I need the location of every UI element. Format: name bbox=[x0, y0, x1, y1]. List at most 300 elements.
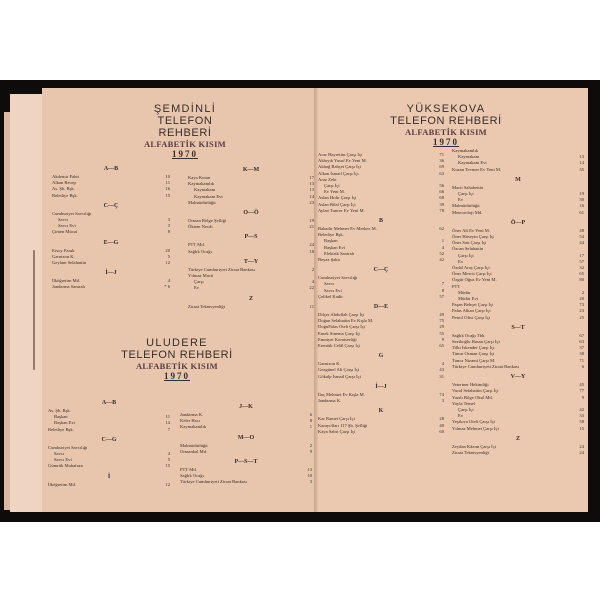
entry-name: Savcı bbox=[58, 217, 69, 223]
entry-name: Özdal Araç Çarşı İçi bbox=[452, 265, 490, 271]
entry-number: 2 bbox=[311, 266, 314, 272]
entry-name: Tilki İskender Çarşı İçi bbox=[452, 345, 495, 351]
entry-name: Aylan Tuncer Ev Yeni M. bbox=[318, 207, 365, 213]
directory-entry bbox=[180, 449, 312, 455]
uludere-column-1 bbox=[48, 396, 170, 488]
entry-name: Savcı Evi bbox=[54, 457, 72, 463]
section-letter-heading: V—Y bbox=[510, 374, 526, 381]
entry-number: 4 bbox=[167, 278, 170, 284]
entry-name: Doğan Selahattin Ev Kışla M. bbox=[318, 318, 374, 324]
entry-name: PTT bbox=[452, 283, 461, 289]
section-letter-heading: P—S—T bbox=[234, 459, 258, 466]
entry-number: 78 bbox=[439, 207, 444, 213]
entry-name: Kaymakam Evi bbox=[458, 160, 487, 166]
entry-name: Cumhuriyet Savcılığı bbox=[48, 444, 88, 450]
entry-number: 66 bbox=[439, 189, 444, 195]
entry-name: Meteoroloji Md. bbox=[452, 209, 483, 215]
entry-number: 71 bbox=[579, 357, 584, 363]
directory-entry bbox=[52, 229, 170, 235]
entry-name: Gökalp İsmail Çarşı İçi bbox=[318, 373, 361, 379]
entry-name: Başkan Evi bbox=[324, 244, 346, 250]
entry-name: Jandarma K. bbox=[318, 398, 342, 404]
entry-number: 12 bbox=[165, 481, 170, 487]
entry-name: Malmüdürlüğü bbox=[452, 203, 480, 209]
directory-entry bbox=[52, 284, 170, 290]
entry-number: 7 bbox=[167, 426, 170, 432]
entry-number: 29 bbox=[439, 324, 444, 330]
entry-number: 58 bbox=[579, 419, 584, 425]
entry-number: 24 bbox=[579, 449, 584, 455]
entry-number: 49 bbox=[439, 312, 444, 318]
entry-number: 10 bbox=[165, 174, 170, 179]
entry-name: Alkan Recep bbox=[52, 180, 76, 186]
entry-name: Garnizon K. bbox=[52, 253, 75, 259]
entry-number: 45 bbox=[579, 382, 584, 388]
entry-name: Ormankal Md. bbox=[180, 448, 208, 454]
entry-name: Akbağ Bahçet Çarşı İçi bbox=[318, 164, 361, 170]
entry-name: Öner Sait Çarşı İçi bbox=[452, 240, 487, 246]
entry-name: Timur Osman Çarşı İçi bbox=[452, 351, 495, 357]
yuksekova-title: YÜKSEKOVA bbox=[406, 103, 486, 115]
entry-number: 30 bbox=[579, 197, 584, 203]
entry-name: İlköğretim Md. bbox=[48, 481, 77, 487]
entry-number: 73 bbox=[579, 302, 584, 308]
entry-name: Öner Hüseyin Çarşı İçi bbox=[452, 234, 495, 240]
section-letter-heading: Z bbox=[248, 295, 253, 302]
section-letter-heading: B bbox=[378, 218, 383, 225]
entry-number: 33 bbox=[579, 413, 584, 419]
entry-number: 8 bbox=[441, 287, 444, 293]
section-letter-heading: D—E bbox=[373, 304, 389, 311]
entry-name: Çarşı İçi bbox=[458, 191, 474, 197]
entry-number: 17 bbox=[309, 175, 314, 180]
section-letter-heading: M—O bbox=[237, 434, 255, 441]
entry-number: 20 bbox=[579, 296, 584, 302]
entry-number: 7 bbox=[441, 281, 444, 287]
entry-number: 65 bbox=[439, 343, 444, 349]
directory-entry bbox=[188, 285, 314, 291]
entry-number: 10 bbox=[307, 473, 312, 479]
entry-number: 63 bbox=[579, 339, 584, 345]
entry-name: Emniyet Komiserliği bbox=[318, 336, 357, 342]
semdinli-subtitle: TELEFON REHBERİ bbox=[157, 115, 213, 139]
entry-name: Ev bbox=[458, 413, 464, 419]
entry-number: 2 bbox=[309, 442, 312, 448]
entry-name: Müdür bbox=[458, 289, 471, 295]
entry-number: 80 bbox=[579, 277, 584, 283]
entry-number: 4 bbox=[441, 244, 444, 250]
entry-name: Malmüdürlüğü bbox=[180, 442, 208, 448]
section-letter-heading: A—B bbox=[101, 400, 117, 406]
entry-name: Veteriner Hekimliği bbox=[452, 382, 489, 388]
directory-entry bbox=[452, 210, 584, 216]
entry-number: 3 bbox=[167, 217, 170, 223]
entry-number: 3 bbox=[441, 398, 444, 404]
entry-number: 3 bbox=[167, 223, 170, 229]
semdinli-title: ŞEMDİNLİ bbox=[153, 103, 217, 115]
entry-number: 68 bbox=[439, 195, 444, 201]
directory-entry bbox=[52, 193, 170, 199]
entry-number: 20 bbox=[165, 247, 170, 253]
entry-number: 5 bbox=[167, 457, 170, 463]
entry-number: 13 bbox=[309, 187, 314, 193]
section-letter-heading: J—K bbox=[239, 404, 253, 410]
entry-name: Belediye Bşk. bbox=[52, 192, 78, 198]
entry-name: Ev bbox=[458, 258, 464, 264]
directory-entry bbox=[48, 482, 170, 488]
entry-number: 28 bbox=[439, 416, 444, 422]
entry-number: 21 bbox=[309, 224, 314, 230]
entry-name: İlaç Mehmet Ev Kışla M. bbox=[318, 391, 365, 397]
entry-name: Acar Hayrettin Çarşı İçi bbox=[318, 152, 363, 157]
entry-name: Yılmaz Macit bbox=[188, 273, 214, 279]
section-letter-heading: K bbox=[378, 408, 384, 415]
entry-number: 23 bbox=[579, 308, 584, 314]
directory-entry bbox=[188, 304, 314, 310]
entry-name: As. Şb. Bşk. bbox=[52, 186, 75, 192]
uludere-subtitle: TELEFON REHBERİ bbox=[121, 349, 233, 361]
directory-entry bbox=[180, 424, 312, 430]
entry-number: 62 bbox=[439, 226, 444, 232]
entry-number: 4 bbox=[167, 451, 170, 457]
directory-entry bbox=[452, 450, 584, 456]
entry-name: Ziraat Teknisyenliği bbox=[188, 303, 225, 309]
entry-number: 14 bbox=[579, 160, 584, 166]
entry-name: İlköğretim Md. bbox=[52, 278, 81, 284]
entry-name: Emek Sinema Çarşı İçi bbox=[318, 330, 361, 336]
entry-name: Yayla Temel bbox=[452, 400, 475, 406]
entry-name: As. Şb. Bşk. bbox=[48, 408, 71, 413]
section-letter-heading: P—S bbox=[244, 234, 258, 241]
entry-number: 4 bbox=[441, 361, 444, 367]
directory-entry bbox=[318, 294, 444, 300]
semdinli-year: 1970 bbox=[172, 149, 198, 159]
entry-name: Keler Hacı bbox=[180, 418, 201, 424]
directory-entry bbox=[452, 364, 584, 370]
entry-number: 6 bbox=[581, 363, 584, 369]
entry-number: 15 bbox=[579, 425, 584, 431]
entry-number: 63 bbox=[439, 170, 444, 176]
entry-name: Çarşı İçi bbox=[458, 252, 474, 258]
entry-name: Kaymakam bbox=[194, 187, 216, 193]
entry-name: Çelikel Kadir bbox=[318, 293, 343, 299]
entry-number: 3 bbox=[309, 479, 312, 485]
entry-name: Petrol Ofisi Çarşı İçi bbox=[452, 314, 491, 320]
directory-entry bbox=[452, 315, 584, 321]
directory-entry bbox=[188, 249, 314, 255]
semdinli-section-title: ALFABETİK KISIM bbox=[143, 139, 227, 149]
entry-number: 13 bbox=[309, 181, 314, 187]
entry-number: 2 bbox=[581, 289, 584, 295]
entry-name: Araz Zeki bbox=[318, 176, 337, 182]
entry-number: 55 bbox=[439, 330, 444, 336]
entry-number: 1 bbox=[441, 238, 444, 244]
entry-name: Kaya Sabri Çarşı İçi bbox=[318, 428, 356, 434]
yuksekova-subtitle: TELEFON REHBERİ bbox=[390, 115, 502, 127]
entry-number: 42 bbox=[579, 406, 584, 412]
entry-name: Savcı bbox=[324, 281, 335, 287]
entry-number: 18 bbox=[309, 248, 314, 254]
entry-number: 4 bbox=[311, 279, 314, 285]
entry-name: Ersoy Faruk bbox=[52, 247, 75, 253]
directory-entry bbox=[180, 479, 312, 485]
entry-number: 77 bbox=[579, 388, 584, 394]
section-letter-heading: C—G bbox=[101, 436, 117, 443]
entry-name: Savcı Evi bbox=[58, 223, 76, 229]
yuksekova-column-1 bbox=[318, 152, 444, 435]
entry-name: Beyaz Şakir bbox=[318, 257, 341, 263]
entry-name: Akbıyık Yusuf Ev Yeni M. bbox=[318, 158, 367, 164]
directory-entry bbox=[188, 200, 314, 206]
uludere-column-2 bbox=[180, 400, 312, 486]
entry-name: Kaymakamlık bbox=[188, 181, 215, 187]
entry-number: 56 bbox=[439, 183, 444, 189]
entry-name: Yeşilova Oteli Çarşı İçi bbox=[452, 419, 496, 425]
entry-name: PTT Md. bbox=[180, 467, 197, 473]
entry-name: Savcı bbox=[54, 451, 65, 457]
entry-name: Elektrik Santralı bbox=[324, 250, 355, 256]
section-letter-heading: İ—J bbox=[375, 383, 387, 390]
semdinli-heading bbox=[130, 104, 240, 159]
entry-number: 32 bbox=[579, 265, 584, 271]
entry-number: 9 bbox=[581, 394, 584, 400]
section-letter-heading: İ bbox=[107, 473, 111, 480]
entry-number: 60 bbox=[439, 428, 444, 434]
entry-number: 6 bbox=[309, 412, 312, 417]
entry-name: PTT Md. bbox=[188, 242, 205, 248]
entry-number: 40 bbox=[439, 422, 444, 428]
entry-name: Öner Mescit Çarşı İçi bbox=[452, 271, 492, 277]
entry-number: 44 bbox=[579, 240, 584, 246]
entry-name: Sağlık Ocağı bbox=[188, 248, 212, 254]
entry-name: Öktem Necdi bbox=[188, 224, 213, 230]
entry-number: 16 bbox=[579, 203, 584, 209]
directory-entry bbox=[318, 343, 444, 349]
entry-name: Ev Yeni M. bbox=[324, 189, 345, 195]
entry-name: Cumhuriyet Savcılığı bbox=[318, 275, 358, 281]
entry-number: 11 bbox=[309, 303, 314, 309]
entry-name: Türkiye Cumhuriyeti Ziraat Bankası bbox=[180, 479, 247, 485]
entry-name: Gezgünel Ali Çarşı İçi bbox=[318, 367, 360, 373]
entry-name: Ev bbox=[458, 197, 464, 203]
section-letter-heading: C—Ç bbox=[373, 267, 389, 274]
directory-entry bbox=[318, 208, 444, 214]
directory-entry bbox=[188, 224, 314, 230]
entry-name: Gümrük Muhafaza bbox=[48, 463, 83, 469]
entry-name: Başkan Evi bbox=[54, 420, 76, 426]
yuksekova-heading bbox=[376, 104, 516, 147]
directory-entry bbox=[318, 257, 444, 263]
section-letter-heading: E—G bbox=[103, 239, 119, 246]
entry-name: Kaya Kotan bbox=[188, 175, 211, 180]
entry-name: Akdemir Fahri bbox=[52, 174, 80, 179]
entry-name: Savcı Evi bbox=[324, 287, 342, 293]
entry-name: Başkan bbox=[324, 238, 338, 244]
entry-name: Aslan Hıdır Çarşı İçi bbox=[318, 195, 357, 201]
entry-number: 11 bbox=[165, 180, 170, 186]
entry-number: 35 bbox=[579, 166, 584, 172]
entry-number: 13 bbox=[307, 467, 312, 473]
section-letter-heading: Ö—P bbox=[510, 219, 526, 226]
section-letter-heading: G bbox=[378, 353, 384, 360]
entry-name: Kaymakam bbox=[458, 154, 480, 160]
entry-name: Özgür Oğuz Ev Yeni M. bbox=[452, 277, 497, 283]
entry-number: 48 bbox=[579, 227, 584, 233]
entry-number: 24 bbox=[309, 242, 314, 248]
entry-number: * 6 bbox=[164, 284, 170, 290]
entry-number: 61 bbox=[579, 209, 584, 215]
entry-name: Erentük Celâl Çarşı İçi bbox=[318, 343, 361, 349]
entry-number: 19 bbox=[309, 218, 314, 224]
entry-name: Alkan İsmail Çarşı İçi bbox=[318, 170, 359, 176]
yuksekova-section-title: ALFABETİK KISIM bbox=[404, 127, 488, 137]
section-letter-heading: T—Y bbox=[243, 258, 259, 265]
entry-number: 65 bbox=[579, 271, 584, 277]
entry-name: Kaymakamlık bbox=[452, 148, 479, 153]
entry-name: Sağlık Ocağı Tbb. bbox=[452, 332, 486, 338]
directory-entry bbox=[318, 374, 444, 380]
directory-entry bbox=[48, 427, 170, 433]
entry-number: 11 bbox=[165, 414, 170, 420]
entry-number: 19 bbox=[579, 191, 584, 197]
entry-name: Öner Ali Ev Yeni M. bbox=[452, 227, 491, 233]
entry-name: Aslan Bilal Çarşı İçi bbox=[318, 201, 356, 207]
entry-name: Belediye Bşk. bbox=[48, 426, 74, 432]
entry-number: 52 bbox=[439, 250, 444, 256]
entry-name: Dilçer Abdullah Çarşı İçi bbox=[318, 312, 365, 318]
entry-name: Yazılı Bilge Okul Md. bbox=[452, 394, 493, 400]
entry-name: Başkan bbox=[54, 414, 68, 420]
entry-number: 14 bbox=[309, 193, 314, 199]
uludere-heading bbox=[112, 338, 242, 381]
entry-name: Kar Ramet Çarşı İçi bbox=[318, 416, 355, 422]
section-letter-heading: İ—J bbox=[105, 270, 117, 277]
entry-name: Macit Sahabettin bbox=[452, 184, 484, 190]
entry-number: 23 bbox=[309, 199, 314, 205]
entry-number: 14 bbox=[165, 420, 170, 426]
entry-name: Cumhuriyet Savcılığı bbox=[52, 210, 92, 216]
section-letter-heading: S—T bbox=[511, 324, 525, 331]
section-letter-heading: O—Ö bbox=[243, 210, 259, 217]
entry-number: 16 bbox=[165, 186, 170, 192]
uludere-section-title: ALFABETİK KISIM bbox=[135, 361, 219, 371]
entry-name: Malmüdürlüğü bbox=[188, 199, 216, 205]
uludere-year: 1970 bbox=[164, 371, 190, 381]
entry-name: Vural Selahattin Çarşı İçi bbox=[452, 388, 499, 394]
entry-name: Orman Bölge Şefliği bbox=[188, 218, 227, 224]
entry-number: 15 bbox=[165, 463, 170, 469]
entry-name: Çarşı İçi bbox=[324, 183, 340, 189]
entry-number: 9 bbox=[441, 336, 444, 342]
entry-name: Tunca Nizami Çarşı M. bbox=[452, 357, 496, 363]
semdinli-column-2 bbox=[188, 163, 314, 310]
entry-name: Zeydan Kâzım Çarşı İçi bbox=[452, 443, 497, 449]
entry-name: Karayolları 117 Şb. Şefliği bbox=[318, 422, 368, 428]
entry-number: 71 bbox=[439, 152, 444, 157]
entry-number: 54 bbox=[579, 234, 584, 240]
entry-number: 15 bbox=[165, 192, 170, 198]
entry-name: Çimen Mücaf bbox=[52, 229, 78, 235]
entry-name: Türkiye Cumhuriyeti Ziraat Bankası bbox=[188, 266, 255, 272]
entry-name: Kaymakam Evi bbox=[194, 193, 223, 199]
entry-name: DoğuPalas Oteli Çarşı İçi bbox=[318, 324, 366, 330]
entry-number: 17 bbox=[579, 252, 584, 258]
entry-name: Müdür Evi bbox=[458, 296, 479, 302]
entry-number: 22 bbox=[309, 285, 314, 291]
section-letter-heading: Z bbox=[515, 435, 520, 442]
yuksekova-column-2 bbox=[452, 148, 584, 456]
directory-entry bbox=[452, 167, 584, 173]
entry-number: 74 bbox=[439, 391, 444, 397]
entry-name: Kaymakamlık bbox=[180, 424, 207, 430]
section-letter-heading: K—M bbox=[242, 167, 260, 173]
entry-name: Belediye Bşk. bbox=[318, 232, 344, 238]
entry-name: Geylani Selahattin bbox=[52, 260, 87, 266]
entry-number: 25 bbox=[579, 314, 584, 320]
entry-name: Jandarma Santralı bbox=[52, 284, 86, 290]
entry-number: 12 bbox=[165, 260, 170, 266]
entry-number: 8 bbox=[309, 418, 312, 424]
entry-name: Ziraat Teknisyenliği bbox=[452, 449, 489, 455]
entry-number: 57 bbox=[579, 258, 584, 264]
entry-name: Özcan Selahattin bbox=[452, 246, 484, 252]
directory-entry bbox=[48, 463, 170, 469]
section-letter-heading: C—Ç bbox=[103, 202, 119, 209]
cover-crease bbox=[33, 250, 35, 370]
uludere-title: ULUDERE bbox=[146, 337, 208, 349]
yuksekova-year: 1970 bbox=[433, 137, 459, 147]
entry-number: 1 bbox=[309, 424, 312, 430]
entry-name: Kuzan Tevmer Ev Yeni M. bbox=[452, 166, 502, 172]
entry-number: 24 bbox=[579, 443, 584, 449]
directory-entry bbox=[318, 429, 444, 435]
section-letter-heading: M bbox=[515, 176, 521, 183]
entry-name: Paşan Behçet Çarşı İçi bbox=[452, 302, 494, 308]
entry-number: 67 bbox=[579, 332, 584, 338]
entry-number: 75 bbox=[439, 318, 444, 324]
cover-flap bbox=[10, 94, 44, 512]
entry-number: 37 bbox=[579, 345, 584, 351]
entry-name: Ev bbox=[194, 285, 200, 291]
entry-number: 31 bbox=[439, 373, 444, 379]
entry-number: 8 bbox=[167, 229, 170, 235]
entry-name: Jandarma K. bbox=[180, 412, 204, 417]
entry-number: 36 bbox=[439, 158, 444, 164]
entry-name: Yılmaz Mehmet Çarşı İçi bbox=[452, 425, 499, 431]
directory-entry bbox=[52, 260, 170, 266]
directory-entry bbox=[452, 426, 584, 432]
entry-name: Sağlık Ocağı bbox=[180, 473, 204, 479]
section-letter-heading: A—B bbox=[103, 166, 119, 172]
entry-name: Çarşı İçi bbox=[458, 406, 474, 412]
entry-name: Sezikoğlu Hasan Çarşı İçi bbox=[452, 339, 500, 345]
entry-number: 43 bbox=[439, 367, 444, 373]
entry-number: 69 bbox=[439, 164, 444, 170]
entry-name: Bahadır Mehmet Ev Merkez M. bbox=[318, 226, 377, 232]
entry-number: 39 bbox=[439, 201, 444, 207]
entry-number: 13 bbox=[579, 154, 584, 160]
directory-entry bbox=[318, 398, 444, 404]
semdinli-column-1 bbox=[52, 162, 170, 291]
entry-name: Palas Alkan Çarşı İçi bbox=[452, 308, 491, 314]
entry-number: 9 bbox=[309, 448, 312, 454]
entry-number: 5 bbox=[167, 253, 170, 259]
entry-name: Türkiye Cumhuriyeti Ziraat Bankası bbox=[452, 363, 519, 369]
entry-number: 38 bbox=[579, 351, 584, 357]
entry-name: Çarşı bbox=[194, 279, 204, 285]
entry-name: Garnizon K. bbox=[318, 361, 341, 367]
entry-number: 42 bbox=[439, 257, 444, 263]
